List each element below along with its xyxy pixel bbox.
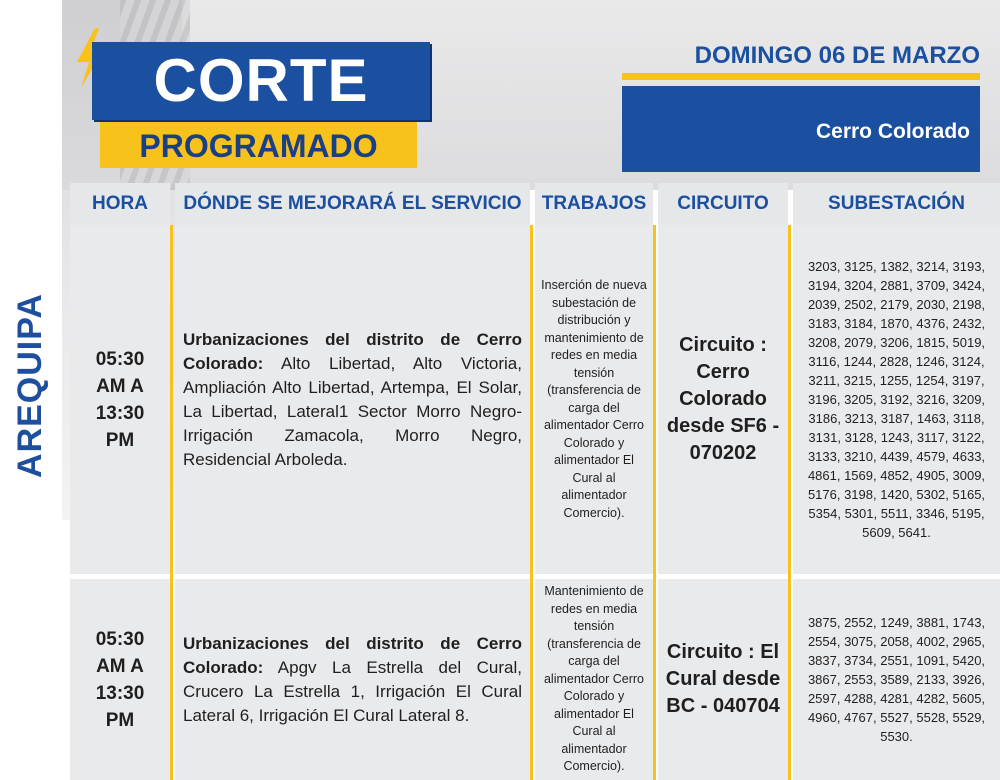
row1-subestacion — [793, 225, 1000, 574]
hora-line: 13:30 — [95, 682, 145, 704]
column-divider — [788, 225, 791, 780]
column-divider — [170, 225, 173, 780]
location-banner — [622, 86, 980, 172]
schedule-table — [62, 183, 1000, 780]
row1-hora — [70, 225, 170, 574]
row1-donde — [175, 225, 530, 574]
hora-line: AM A — [96, 375, 144, 397]
column-divider — [530, 225, 533, 780]
row2-trabajos — [535, 579, 653, 780]
header-donde: DÓNDE SE MEJORARÁ EL SERVICIO — [175, 183, 530, 225]
subestacion-text: 3203, 3125, 1382, 3214, 3193, 3194, 3204, 2881, 3709, 3424, 2039, 2502, 2179, 2030, 2198, 3183, 3184, 1870, 4376, 2432, 3208, 2079, 3206, 1815, 5019, 3116, 1244, 2828, 1246, 3124, 3211, 3215, 1255, 1254, 3197, 3196, 3205, 3192, 3216, 3209, 3186, 3213, 3187, 1463, 3118, 3131, 3128, 1243, 3117, 3122, 3133, 3210, 4439, 4579, 4633, 4861, 1569, 4852, 4905, 3009, 5176, 3198, 1420, 5302, 5165, 5354, 5301, 5511, 3346, 5195, 5609, 5641. — [807, 259, 986, 540]
header-circuito: CIRCUITO — [658, 183, 788, 225]
row2-hora — [70, 579, 170, 780]
hora-line: 05:30 — [95, 628, 145, 650]
row1-trabajos — [535, 225, 653, 574]
title-banner — [92, 42, 430, 120]
row2-subestacion — [793, 579, 1000, 780]
page-title: CORTE — [153, 47, 369, 114]
subestacion-text: 3875, 2552, 1249, 3881, 1743, 2554, 3075, 2058, 4002, 2965, 3837, 3734, 2551, 1091, 5420, 3867, 2553, 3589, 2133, 3926, 2597, 4288, 4281, 4282, 5605, 4960, 4767, 5527, 5528, 5529, 5530. — [807, 615, 986, 744]
hora-line: AM A — [96, 655, 144, 677]
hora-line: PM — [105, 709, 135, 731]
date-underline — [622, 73, 980, 80]
row2-circuito — [658, 579, 788, 780]
column-divider — [653, 225, 656, 780]
trabajos-text: Mantenimiento de redes en media tensión (transferencia de carga del alimentador Cerro Colorado y alimentador El Cural al alimentador Comercio). — [543, 584, 645, 774]
circuito-text: Circuito : El Cural desde BC - 040704 — [665, 641, 781, 717]
donde-bold: Urbanizaciones del distrito de Cerro Colorado: — [183, 633, 522, 677]
header-hora: HORA — [70, 183, 170, 225]
row2-donde — [175, 579, 530, 780]
row1-circuito — [658, 225, 788, 574]
header-trabajos: TRABAJOS — [535, 183, 653, 225]
header-subestacion: SUBESTACIÓN — [793, 183, 1000, 225]
location-label: Cerro Colorado — [815, 120, 970, 143]
circuito-text: Circuito : Cerro Colorado desde SF6 - 070202 — [666, 334, 780, 464]
date-label: DOMINGO 06 DE MARZO — [694, 42, 980, 69]
trabajos-text: Inserción de nueva subestación de distribución y mantenimiento de redes en media tensión (transferencia de carga del alimentador Cerro Colorado y alimentador El Cural al alimentador Comercio). — [541, 278, 647, 520]
hora-line: PM — [105, 429, 135, 451]
hora-line: 05:30 — [95, 348, 145, 370]
page-subtitle: PROGRAMADO — [139, 128, 378, 164]
hora-line: 13:30 — [95, 402, 145, 424]
region-label: AREQUIPA — [10, 292, 49, 478]
donde-bold: Urbanizaciones del distrito de Cerro Colorado: — [183, 329, 522, 373]
subtitle-banner — [100, 122, 417, 168]
donde-text: Alto Libertad, Alto Victoria, Ampliación Alto Libertad, Artempa, El Solar, La Libertad, Lateral1 Sector Morro Negro-Irrigación Zamacola, Morro Negro, Residencial Arboleda. — [183, 353, 522, 469]
donde-text: Apgv La Estrella del Cural, Crucero La Estrella 1, Irrigación El Cural Lateral 6, Irrigación El Cural Lateral 8. — [183, 657, 522, 725]
